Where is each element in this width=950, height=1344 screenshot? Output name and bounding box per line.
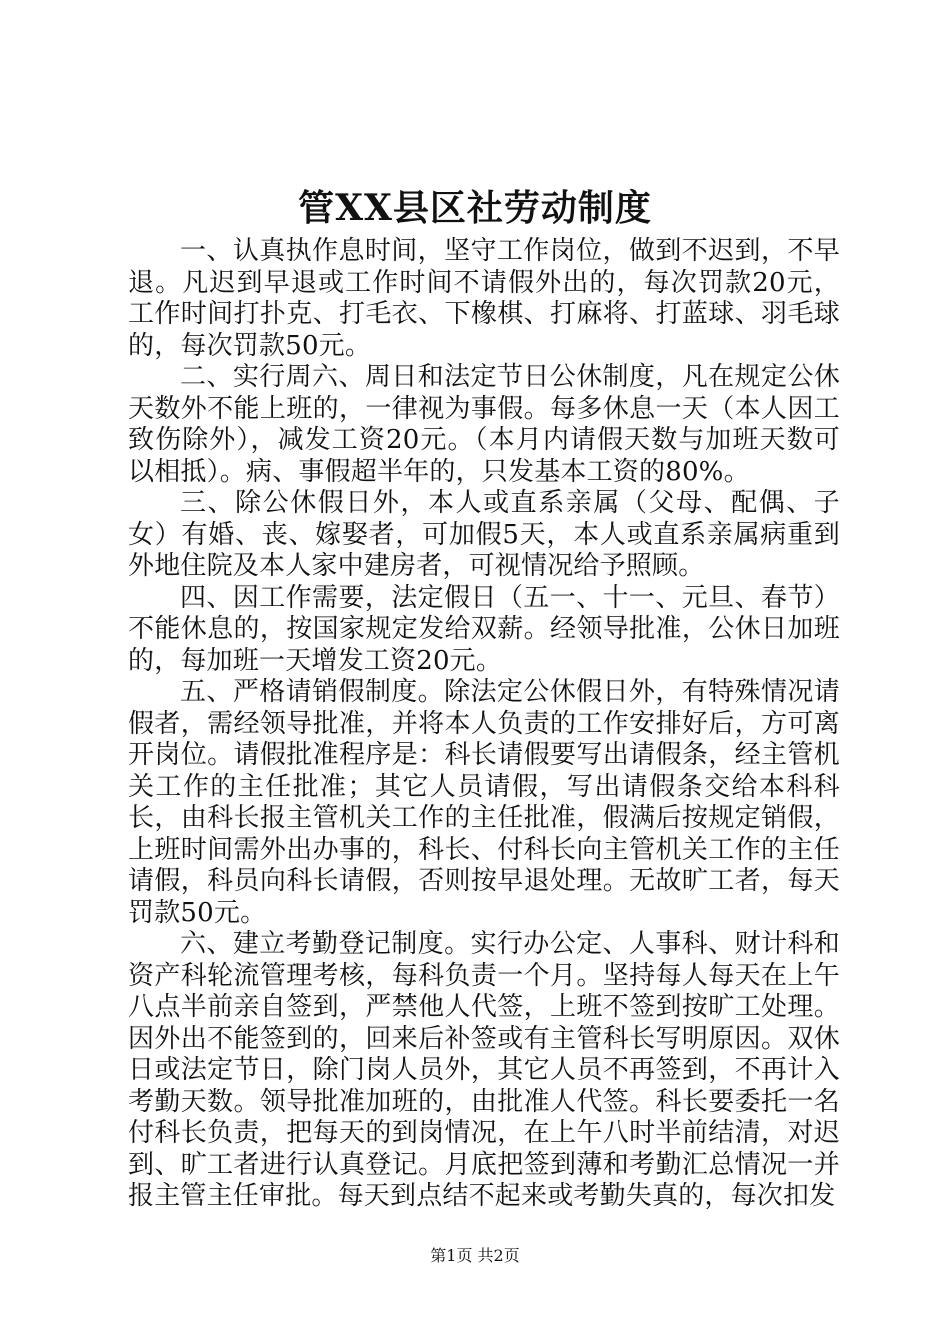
paragraph-2: 二、实行周六、周日和法定节日公休制度，凡在规定公休天数外不能上班的，一律视为事假。每多休息一天（本人因工致伤除外），减发工资20元。（本月内请假天数与加班天数可以相抵）。病、事假超半年的，只发基本工资的80%。 — [128, 362, 840, 487]
paragraph-5: 五、严格请销假制度。除法定公休假日外，有特殊情况请假者，需经领导批准，并将本人负责的工作安排好后，方可离开岗位。请假批准程序是：科长请假要写出请假条，经主管机关工作的主任批准；其它人员请假，写出请假条交给本科科长，由科长报主管机关工作的主任批准，假满后按规定销假，上班时间需外出办事的，科长、付科长向主管机关工作的主任请假，科员向科长请假，否则按早退处理。无故旷工者，每天罚款50元。 — [128, 677, 840, 928]
page-footer: 第1页 共2页 — [430, 1246, 520, 1265]
paragraph-3: 三、除公休假日外，本人或直系亲属（父母、配偶、子女）有婚、丧、嫁娶者，可加假5天，本人或直系亲属病重到外地住院及本人家中建房者，可视情况给予照顾。 — [128, 488, 840, 581]
paragraph-6: 六、建立考勤登记制度。实行办公定、人事科、财计科和资产科轮流管理考核，每科负责一个月。坚持每人每天在上午八点半前亲自签到，严禁他人代签，上班不签到按旷工处理。因外出不能签到的，回来后补签或有主管科长写明原因。双休日或法定节日，除门岗人员外，其它人员不再签到，不再计入考勤天数。领导批准加班的，由批准人代签。科长要委托一名付科长负责，把每天的到岗情况，在上午八时半前结清，对迟到、旷工者进行认真登记。月底把签到薄和考勤汇总情况一并报主管主任审批。每天到点结不起来或考勤失真的，每次扣发 — [128, 929, 840, 1211]
paragraph-1: 一、认真执作息时间，坚守工作岗位，做到不迟到，不早退。凡迟到早退或工作时间不请假外出的，每次罚款20元，工作时间打扑克、打毛衣、下橡棋、打麻将、打蓝球、羽毛球的，每次罚款50元。 — [128, 236, 840, 361]
document-body — [128, 236, 840, 1213]
document-title: 管XX县区社劳动制度 — [298, 187, 652, 229]
paragraph-4: 四、因工作需要，法定假日（五一、十一、元旦、春节）不能休息的，按国家规定发给双薪。经领导批准，公休日加班的，每加班一天增发工资20元。 — [128, 582, 840, 676]
